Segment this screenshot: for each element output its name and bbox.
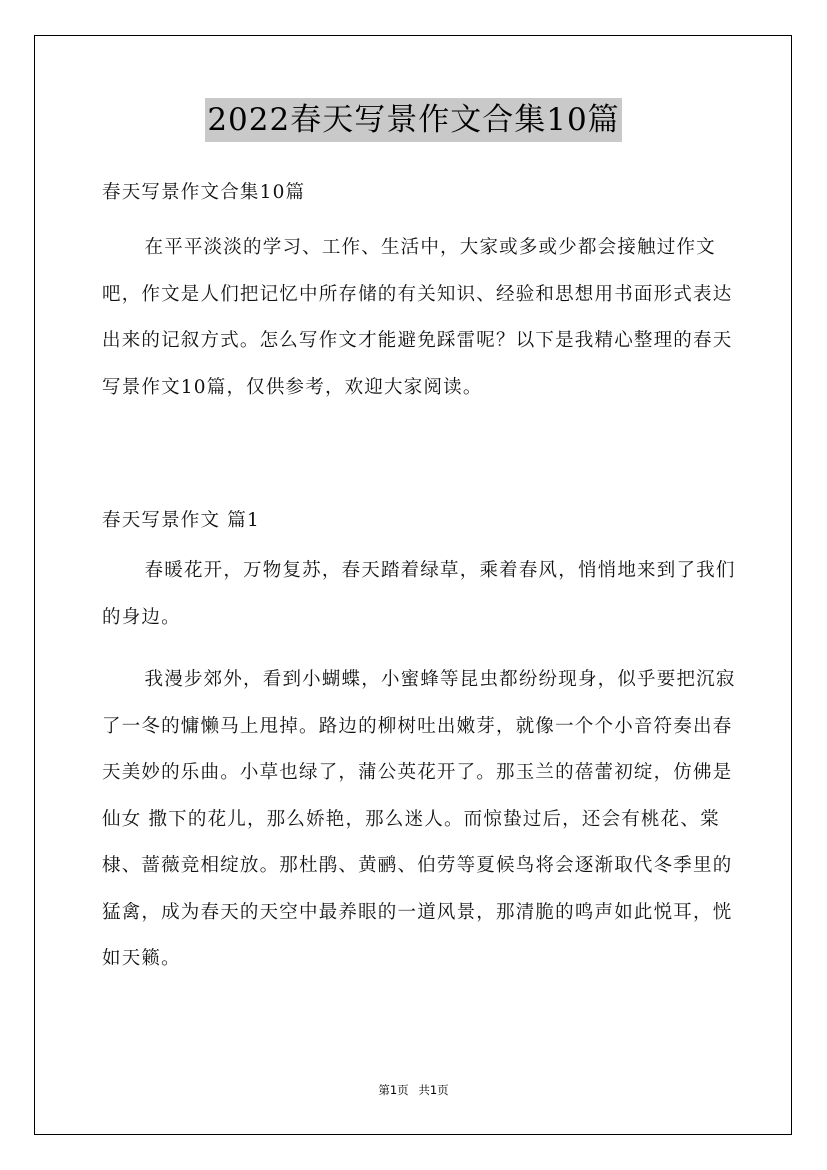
document-subtitle: 春天写景作文合集10篇 — [102, 182, 306, 203]
document-title: 2022春天写景作文合集10篇 — [205, 98, 621, 142]
body-paragraph: 春暖花开，万物复苏，春天踏着绿草，乘着春风，悄悄地来到了我们的身边。 — [102, 560, 736, 628]
intro-paragraph: 在平平淡淡的学习、工作、生活中，大家或多或少都会接触过作文吧，作文是人们把记忆中所存储的有关知识、经验和思想用书面形式表达出来的记叙方式。怎么写作文才能避免踩雷呢？以下是我精心整理的春天写景作文10篇，仅供参考，欢迎大家阅读。 — [102, 237, 733, 398]
body-paragraph: 我漫步郊外，看到小蝴蝶，小蜜蜂等昆虫都纷纷现身，似乎要把沉寂了一冬的慵懒马上甩掉。路边的柳树吐出嫩芽，就像一个个小音符奏出春天美妙的乐曲。小草也绿了，蒲公英花开了。那玉兰的蓓蕾初绽，仿佛是仙女 撒下的花儿，那么娇艳，那么迷人。而惊蛰过后，还会有桃花、棠棣、蔷薇竞相绽放。那杜鹃、黄鹂、伯劳等夏候鸟将会逐渐取代冬季里的猛禽，成为春天的天空中最养眼的一道风景，那清脆的鸣声如此悦耳，恍如天籁。 — [102, 669, 736, 969]
title-container — [0, 98, 827, 142]
section-heading: 春天写景作文 篇1 — [102, 510, 260, 531]
page-footer: 第1页 共1页 — [378, 1083, 449, 1097]
